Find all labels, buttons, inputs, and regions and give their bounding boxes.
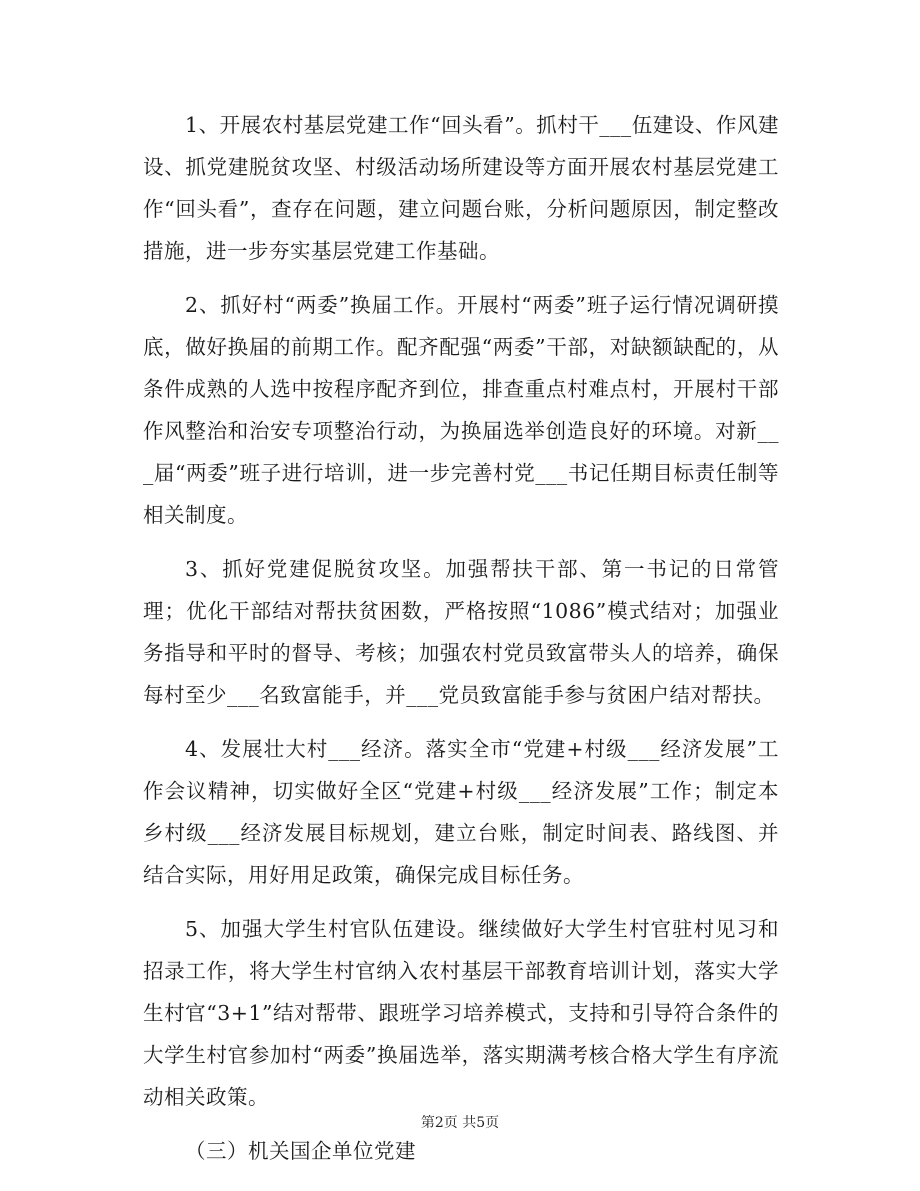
- document-body: [143, 104, 779, 1172]
- paragraph-5: 5、加强大学生村官队伍建设。继续做好大学生村官驻村见习和招录工作，将大学生村官纳入农村基层干部教育培训计划，落实大学生村官“3+1”结对帮带、跟班学习培养模式，支持和引导符合条件的大学生村官参加村“两委”换届选举，落实期满考核合格大学生有序流动相关政策。: [143, 917, 779, 1109]
- paragraph-2: 2、抓好村“两委”换届工作。开展村“两委”班子运行情况调研摸底，做好换届的前期工作。配齐配强“两委”干部，对缺额缺配的，从条件成熟的人选中按程序配齐到位，排查重点村难点村，开展村干部作风整治和治安专项整治行动，为换届选举创造良好的环境。对新___届“两委”班子进行培训，进一步完善村党___书记任期目标责任制等相关制度。: [143, 293, 779, 527]
- page-number-footer: 第2页 共5页: [420, 1115, 500, 1131]
- section-heading: （三）机关国企单位党建: [185, 1139, 416, 1163]
- paragraph-4: 4、发展壮大村___经济。落实全市“党建+村级___经济发展”工作会议精神，切实做好全区“党建+村级___经济发展”工作；制定本乡村级___经济发展目标规划，建立台账，制定时间表、路线图、并结合实际，用好用足政策，确保完成目标任务。: [143, 737, 779, 887]
- paragraph-3: 3、抓好党建促脱贫攻坚。加强帮扶干部、第一书记的日常管理；优化干部结对帮扶贫困数，严格按照“1086”模式结对；加强业务指导和平时的督导、考核；加强农村党员致富带头人的培养，确保每村至少___名致富能手，并___党员致富能手参与贫困户结对帮扶。: [143, 557, 779, 707]
- paragraph-1: 1、开展农村基层党建工作“回头看”。抓村干___伍建设、作风建设、抓党建脱贫攻坚、村级活动场所建设等方面开展农村基层党建工作“回头看”，查存在问题，建立问题台账，分析问题原因，制定整改措施，进一步夯实基层党建工作基础。: [143, 113, 779, 263]
